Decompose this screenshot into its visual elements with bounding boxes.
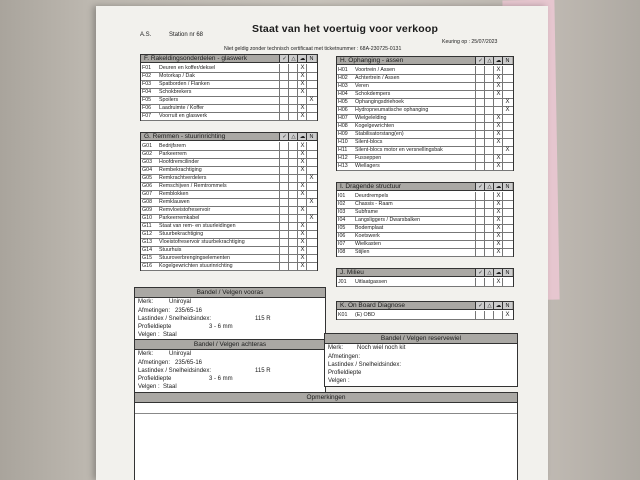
column-head-icon: ✓ xyxy=(279,133,289,141)
check-cell: X xyxy=(297,150,307,158)
row-label: Voortrein / Assen xyxy=(355,67,396,73)
check-cell: X xyxy=(297,88,307,96)
section-header xyxy=(337,183,513,191)
row-label: Uitlaatgassen xyxy=(355,279,388,285)
row-code: H13 xyxy=(338,163,348,169)
column-head-icon: ✓ xyxy=(475,302,485,310)
row-label: Laadruimte / Koffer xyxy=(159,105,204,111)
row-code: G10 xyxy=(142,215,153,221)
rear-merk-label: Merk: xyxy=(138,351,153,357)
check-cell xyxy=(306,230,316,238)
row-code: H03 xyxy=(338,83,348,89)
check-cell: X xyxy=(297,72,307,80)
row-label: Stabilisatorstang(en) xyxy=(355,131,404,137)
tyres-front-box xyxy=(134,287,326,341)
check-cell: X xyxy=(493,122,503,130)
row-code: H08 xyxy=(338,123,348,129)
row-code: H09 xyxy=(338,131,348,137)
section-g xyxy=(140,132,318,271)
check-cell: X xyxy=(493,138,503,146)
row-code: H06 xyxy=(338,107,348,113)
check-cell xyxy=(306,80,316,88)
check-cell xyxy=(502,162,512,170)
check-cell xyxy=(306,190,316,198)
check-cell xyxy=(502,192,512,200)
spare-merk-label: Merk: xyxy=(328,345,343,351)
section-h xyxy=(336,56,514,171)
check-cell xyxy=(306,88,316,96)
check-cell xyxy=(306,64,316,72)
row-code: G02 xyxy=(142,151,153,157)
check-cell: X xyxy=(297,190,307,198)
check-cell xyxy=(306,112,316,120)
check-cell xyxy=(502,122,512,130)
row-label: Remvloeistofreservoir xyxy=(159,207,211,213)
check-cell xyxy=(502,240,512,248)
check-cell: X xyxy=(493,224,503,232)
row-label: Remkrachtverdelers xyxy=(159,175,207,181)
check-cell: X xyxy=(297,254,307,262)
row-code: G03 xyxy=(142,159,153,165)
column-head-icon: △ xyxy=(484,302,494,310)
row-label: Subframe xyxy=(355,209,378,215)
row-label: Wielkasten xyxy=(355,241,381,247)
check-cell xyxy=(306,206,316,214)
row-code: I05 xyxy=(338,225,346,231)
table-row xyxy=(141,112,317,121)
section-i xyxy=(336,182,514,257)
row-code: I07 xyxy=(338,241,346,247)
check-cell xyxy=(306,142,316,150)
check-cell: X xyxy=(297,166,307,174)
row-code: I06 xyxy=(338,233,346,239)
check-cell: X xyxy=(297,158,307,166)
table-row xyxy=(337,162,513,171)
check-cell xyxy=(502,216,512,224)
row-code: H05 xyxy=(338,99,348,105)
inspection-date: Keuring op : 25/07/2023 xyxy=(442,39,498,45)
check-cell: X xyxy=(306,96,316,104)
row-code: F06 xyxy=(142,105,152,111)
row-code: G13 xyxy=(142,239,153,245)
section-title: G. Remmen - stuurinrichting xyxy=(144,133,226,140)
row-code: G16 xyxy=(142,263,153,269)
check-cell: X xyxy=(493,232,503,240)
row-code: J01 xyxy=(338,279,347,285)
check-cell xyxy=(502,232,512,240)
check-cell: X xyxy=(297,206,307,214)
check-cell: X xyxy=(493,192,503,200)
check-cell: X xyxy=(297,104,307,112)
table-row xyxy=(141,262,317,271)
check-cell: X xyxy=(493,240,503,248)
row-code: I01 xyxy=(338,193,346,199)
check-cell: X xyxy=(297,112,307,120)
rear-prof-label: Profieldiepte xyxy=(138,376,172,382)
section-title: K. On Board Diagnose xyxy=(340,302,406,309)
column-head-icon: ☁ xyxy=(493,57,503,65)
rear-merk-value: Uniroyal xyxy=(169,351,192,357)
check-cell: X xyxy=(502,311,512,319)
column-head-icon: ✓ xyxy=(279,55,289,63)
tyres-rear-box xyxy=(134,339,326,393)
row-code: H11 xyxy=(338,147,348,153)
rear-last-label: Lastindex / Snelheidsindex: xyxy=(138,368,212,374)
row-label: Deurdrempels xyxy=(355,193,389,199)
check-cell: X xyxy=(493,90,503,98)
row-label: Achtertrein / Assen xyxy=(355,75,400,81)
check-cell xyxy=(306,254,316,262)
row-label: Stuurbekrachtiging xyxy=(159,231,204,237)
spare-velgen-label: Velgen : xyxy=(328,378,350,384)
row-label: Spatborden / Flanken xyxy=(159,81,210,87)
row-code: F05 xyxy=(142,97,152,103)
row-code: H04 xyxy=(338,91,348,97)
check-cell: X xyxy=(493,114,503,122)
check-cell: X xyxy=(493,154,503,162)
front-velgen-label: Velgen : xyxy=(138,332,160,338)
column-head-icon: ☁ xyxy=(493,269,503,277)
row-code: F07 xyxy=(142,113,152,119)
check-cell: X xyxy=(306,174,316,182)
row-label: Deuren en koffer/deksel xyxy=(159,65,216,71)
row-code: H07 xyxy=(338,115,348,121)
check-cell: X xyxy=(297,238,307,246)
row-label: Wiellagers xyxy=(355,163,380,169)
section-header xyxy=(337,302,513,310)
tyres-front-title: Bandel / Velgen vooras xyxy=(135,288,325,298)
front-velgen-value: Staal xyxy=(163,332,177,338)
row-label: Stuurhuis xyxy=(159,247,182,253)
section-header xyxy=(141,133,317,141)
column-head-icon: ☁ xyxy=(297,133,307,141)
page-title: Staat van het voertuig voor verkoop xyxy=(252,23,439,35)
check-cell: X xyxy=(493,248,503,256)
check-cell: X xyxy=(297,262,307,270)
row-code: G04 xyxy=(142,167,153,173)
rear-last-value: 115 R xyxy=(255,368,271,374)
row-code: H02 xyxy=(338,75,348,81)
column-head-icon: △ xyxy=(288,55,298,63)
check-cell xyxy=(502,138,512,146)
check-cell xyxy=(502,90,512,98)
row-label: Bodemplaat xyxy=(355,225,384,231)
row-label: Koetswerk xyxy=(355,233,380,239)
front-afm-label: Afmetingen: xyxy=(138,308,171,314)
doc-code: A.S. xyxy=(140,32,152,38)
row-code: F03 xyxy=(142,81,152,87)
column-head-icon: ☁ xyxy=(297,55,307,63)
check-cell: X xyxy=(493,200,503,208)
row-code: I04 xyxy=(338,217,346,223)
section-title: J. Milieu xyxy=(340,269,364,276)
check-cell: X xyxy=(297,142,307,150)
table-row xyxy=(337,278,513,287)
row-code: K01 xyxy=(338,312,348,318)
check-cell: X xyxy=(493,278,503,286)
front-last-value: 115 R xyxy=(255,316,271,322)
section-f xyxy=(140,54,318,121)
row-code: F04 xyxy=(142,89,152,95)
check-cell xyxy=(502,208,512,216)
row-label: Vloeistofreservoir stuurbekrachtiging xyxy=(159,239,245,245)
row-label: Kogelgewrichten xyxy=(355,123,395,129)
row-code: G06 xyxy=(142,183,153,189)
row-label: Schokdempers xyxy=(355,91,391,97)
check-cell: X xyxy=(297,64,307,72)
row-label: Parkeerrem xyxy=(159,151,187,157)
row-code: G12 xyxy=(142,231,153,237)
front-merk-value: Uniroyal xyxy=(169,299,192,305)
check-cell xyxy=(502,82,512,90)
check-cell xyxy=(306,158,316,166)
row-code: I03 xyxy=(338,209,346,215)
check-cell xyxy=(306,150,316,158)
row-code: G01 xyxy=(142,143,153,149)
rear-afm-label: Afmetingen: xyxy=(138,360,171,366)
section-title: I. Dragende structuur xyxy=(340,183,402,190)
column-head-icon: △ xyxy=(484,269,494,277)
column-head-icon: N xyxy=(306,55,316,63)
row-label: Langsliggers / Dwarsbalken xyxy=(355,217,421,223)
column-head-icon: △ xyxy=(484,57,494,65)
row-code: G15 xyxy=(142,255,153,261)
check-cell: X xyxy=(306,198,316,206)
check-cell: X xyxy=(297,80,307,88)
row-label: Staat van rem- en stuurleidingen xyxy=(159,223,236,229)
remarks-line xyxy=(135,413,517,414)
check-cell xyxy=(502,154,512,162)
row-code: I02 xyxy=(338,201,346,207)
row-label: Motorkap / Dak xyxy=(159,73,195,79)
check-cell: X xyxy=(493,162,503,170)
column-head-icon: ☁ xyxy=(493,183,503,191)
row-code: G09 xyxy=(142,207,153,213)
rear-velgen-label: Velgen : xyxy=(138,384,160,390)
column-head-icon: N xyxy=(306,133,316,141)
check-cell: X xyxy=(493,216,503,224)
remarks-box xyxy=(134,392,518,480)
spare-prof-label: Profieldiepte xyxy=(328,370,362,376)
check-cell xyxy=(502,114,512,122)
check-cell: X xyxy=(297,182,307,190)
row-label: Voorruit en glaswerk xyxy=(159,113,207,119)
check-cell: X xyxy=(297,246,307,254)
check-cell xyxy=(502,200,512,208)
row-label: Spoilers xyxy=(159,97,179,103)
front-merk-label: Merk: xyxy=(138,299,153,305)
check-cell xyxy=(502,130,512,138)
check-cell: X xyxy=(306,214,316,222)
column-head-icon: N xyxy=(502,57,512,65)
check-cell: X xyxy=(297,230,307,238)
spare-merk-value: Noch wiel noch kit xyxy=(357,345,406,351)
column-head-icon: ✓ xyxy=(475,269,485,277)
check-cell xyxy=(306,246,316,254)
spare-afm-label: Afmetingen: xyxy=(328,354,361,360)
section-header xyxy=(337,269,513,277)
rear-prof-value: 3 - 6 mm xyxy=(209,376,233,382)
row-label: (E) OBD xyxy=(355,312,376,318)
station-number: Station nr 68 xyxy=(169,32,204,38)
row-label: Ophangingsdriehoek xyxy=(355,99,404,105)
row-label: Bedrijfsrem xyxy=(159,143,186,149)
row-code: G05 xyxy=(142,175,153,181)
row-label: Wielgelelding xyxy=(355,115,387,121)
row-label: Remschijven / Remtrommels xyxy=(159,183,227,189)
section-title: F. Rakeldingsonderdelen - glaswerk xyxy=(144,55,247,62)
inspection-sheet xyxy=(96,6,548,480)
row-label: Silent-blocs motor en versnellingsbak xyxy=(355,147,443,153)
row-label: Rembekrachtiging xyxy=(159,167,202,173)
row-code: G07 xyxy=(142,191,153,197)
row-label: Silent-blocs xyxy=(355,139,383,145)
row-label: Kogelgewrichten stuurinrichting xyxy=(159,263,233,269)
row-code: H12 xyxy=(338,155,348,161)
check-cell xyxy=(306,182,316,190)
row-code: H01 xyxy=(338,67,348,73)
row-code: F01 xyxy=(142,65,152,71)
row-label: Chassis - Raam xyxy=(355,201,393,207)
rear-afm-value: 235/65-16 xyxy=(175,360,203,366)
check-cell xyxy=(502,224,512,232)
check-cell: X xyxy=(502,98,512,106)
column-head-icon: N xyxy=(502,269,512,277)
column-head-icon: △ xyxy=(288,133,298,141)
table-row xyxy=(337,248,513,257)
row-code: G11 xyxy=(142,223,152,229)
row-code: F02 xyxy=(142,73,152,79)
row-label: Hydropneumatische ophanging xyxy=(355,107,429,113)
remarks-title: Opmerkingen xyxy=(135,393,517,403)
column-head-icon: N xyxy=(502,302,512,310)
tyres-spare-title: Bandel / Velgen reservewiel xyxy=(325,334,517,344)
rear-velgen-value: Staal xyxy=(163,384,177,390)
row-code: H10 xyxy=(338,139,348,145)
tyres-spare-box xyxy=(324,333,518,387)
front-prof-label: Profieldiepte xyxy=(138,324,172,330)
column-head-icon: △ xyxy=(484,183,494,191)
row-label: Hoofdremcilinder xyxy=(159,159,200,165)
check-cell xyxy=(306,104,316,112)
row-label: Stijlen xyxy=(355,249,370,255)
spare-last-label: Lastindex / Snelheidsindex: xyxy=(328,362,402,368)
check-cell: X xyxy=(502,146,512,154)
section-k xyxy=(336,301,514,320)
validity-note: Niet geldig zonder technisch certificaat met ticketnummer : 68A-230725-0131 xyxy=(224,46,402,52)
row-code: G14 xyxy=(142,247,153,253)
row-code: G08 xyxy=(142,199,153,205)
check-cell xyxy=(306,262,316,270)
row-label: Remklauwen xyxy=(159,199,190,205)
column-head-icon: N xyxy=(502,183,512,191)
row-label: Stuuroverbrengingselementen xyxy=(159,255,230,261)
row-label: Parkeerremkabel xyxy=(159,215,200,221)
check-cell xyxy=(306,166,316,174)
row-label: Schokbrekers xyxy=(159,89,192,95)
front-afm-value: 235/65-16 xyxy=(175,308,203,314)
row-code: I08 xyxy=(338,249,346,255)
check-cell: X xyxy=(502,106,512,114)
column-head-icon: ✓ xyxy=(475,57,485,65)
front-prof-value: 3 - 6 mm xyxy=(209,324,233,330)
row-label: Remblokken xyxy=(159,191,189,197)
section-header xyxy=(141,55,317,63)
column-head-icon: ✓ xyxy=(475,183,485,191)
front-last-label: Lastindex / Snelheidsindex: xyxy=(138,316,212,322)
check-cell xyxy=(306,238,316,246)
check-cell: X xyxy=(493,66,503,74)
check-cell: X xyxy=(493,74,503,82)
section-header xyxy=(337,57,513,65)
tyres-rear-title: Bandel / Velgen achteras xyxy=(135,340,325,350)
check-cell: X xyxy=(493,130,503,138)
check-cell xyxy=(502,66,512,74)
check-cell: X xyxy=(493,208,503,216)
check-cell xyxy=(306,222,316,230)
check-cell xyxy=(502,278,512,286)
check-cell xyxy=(502,248,512,256)
check-cell: X xyxy=(493,82,503,90)
row-label: Fusseppen xyxy=(355,155,382,161)
check-cell xyxy=(502,74,512,82)
row-label: Veren xyxy=(355,83,369,89)
check-cell xyxy=(306,72,316,80)
check-cell: X xyxy=(297,222,307,230)
section-title: H. Ophanging - assen xyxy=(340,57,404,64)
section-j xyxy=(336,268,514,287)
column-head-icon: ☁ xyxy=(493,302,503,310)
table-row xyxy=(337,311,513,320)
